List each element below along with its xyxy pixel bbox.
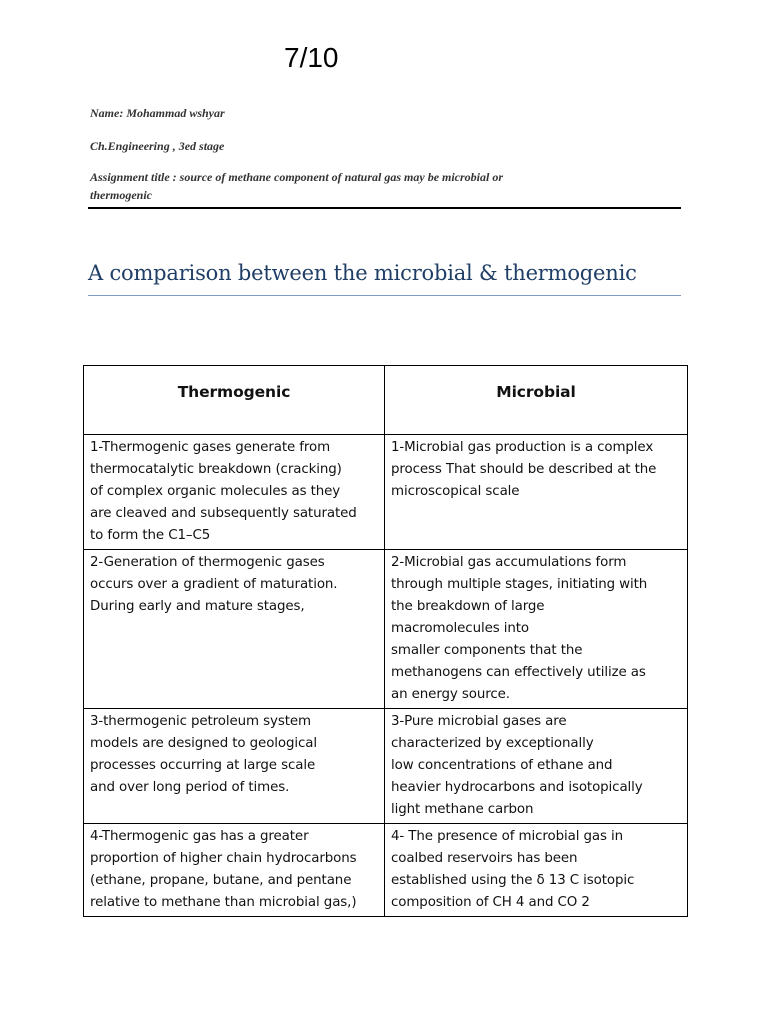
thermogenic-cell (84, 435, 385, 550)
heading-underline (88, 295, 681, 296)
column-header-thermogenic: Thermogenic (84, 366, 385, 435)
microbial-cell (385, 709, 688, 824)
thermogenic-cell (84, 709, 385, 824)
microbial-cell (385, 550, 688, 709)
thermogenic-cell (84, 824, 385, 917)
department-stage: Ch.Engineering , 3ed stage (90, 139, 225, 153)
cell-text: 1-Microbial gas production is a complex process That should be described at the microscopical scale (391, 440, 657, 499)
header-divider (88, 207, 681, 209)
student-name: Name: Mohammad wshyar (90, 106, 225, 120)
cell-text: 3-thermogenic petroleum system models are designed to geological processes occurring at large scale and over long period of times. (90, 714, 318, 795)
assignment-title-text: Assignment title : source of methane component of natural gas may be microbial or thermogenic (90, 170, 504, 202)
cell-text: 1-Thermogenic gases generate from thermocatalytic breakdown (cracking) of complex organic molecules as they are cleaved and subsequently saturated to form the C1–C5 (90, 440, 357, 543)
table-row (84, 824, 688, 917)
cell-text: 3-Pure microbial gases are characterized by exceptionally low concentrations of ethane and heavier hydrocarbons and isotopically light methane carbon (391, 714, 643, 817)
table-row (84, 709, 688, 824)
table-header-row (84, 366, 688, 435)
comparison-table (83, 365, 688, 917)
assignment-title (90, 168, 650, 204)
grade-score: 7/10 (284, 42, 339, 73)
document-heading: A comparison between the microbial & thermogenic (88, 261, 637, 285)
microbial-cell (385, 824, 688, 917)
cell-text: 4- The presence of microbial gas in coalbed reservoirs has been established using the δ 13 C isotopic composition of CH 4 and CO 2 (391, 829, 635, 910)
table-row (84, 435, 688, 550)
microbial-cell (385, 435, 688, 550)
cell-text: 2-Microbial gas accumulations form through multiple stages, initiating with the breakdown of large macromolecules into smaller components that the methanogens can effectively utilize as an energy source. (391, 555, 648, 702)
cell-text: 4-Thermogenic gas has a greater proportion of higher chain hydrocarbons (ethane, propane, butane, and pentane relative to methane than microbial gas,) (90, 829, 357, 910)
table-row (84, 550, 688, 709)
thermogenic-cell (84, 550, 385, 709)
column-header-microbial: Microbial (385, 366, 688, 435)
cell-text: 2-Generation of thermogenic gases occurs over a gradient of maturation. During early and mature stages, (90, 555, 338, 614)
